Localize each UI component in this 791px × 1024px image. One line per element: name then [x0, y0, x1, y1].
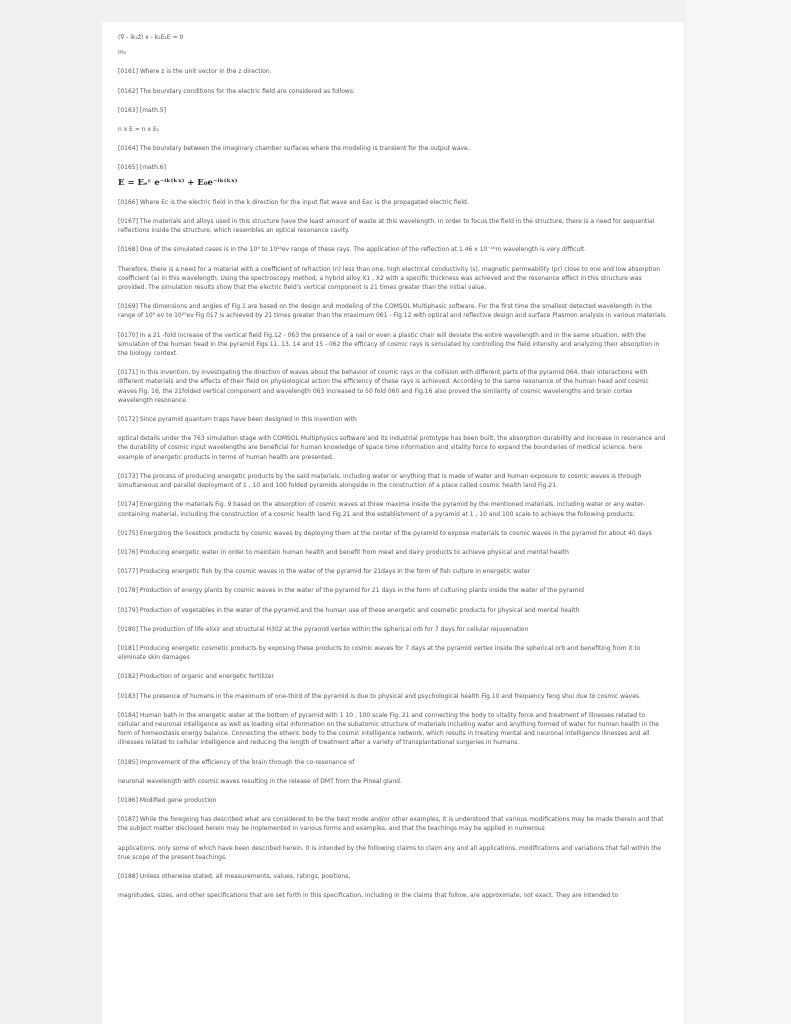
document-page: [102, 22, 684, 1024]
paragraph-0161: [0161] Where z is the unit vector in the z direction.: [118, 68, 272, 76]
paragraph-0183: [0183] The presence of humans in the maximum of one-third of the pyramid is due to physical and psychological health Fig.10 and frequency feng shui due to cosmic waves.: [118, 692, 641, 700]
equation-subscript: m₀: [118, 49, 127, 57]
paragraph-0179: [0179] Production of vegetables in the water of the pyramid and the human use of these energetic and cosmetic products for physical and mental health: [118, 606, 580, 614]
paragraph-0178: [0178] Production of energy plants by cosmic waves in the water of the pyramid for 21 days in the form of culturing plants inside the water of the pyramid: [118, 587, 584, 595]
math-formula: E = Eₑᶜ e⁻ⁱᵏ⁽ᵏˣ⁾ + E₀e⁻ⁱᵏ⁽ᵏˣ⁾: [118, 177, 238, 188]
equation-line: (∇ - ik₂ẑ) x - k₂E₂E = 0: [118, 34, 184, 41]
paragraph-0188: [0188] Unless otherwise stated, all measurements, values, ratings, positions,: [118, 872, 351, 880]
paragraph-0162: [0162] The boundary conditions for the electric field are considered as follows:: [118, 87, 355, 95]
paragraph-0166: [0166] Where Ec is the electric field in the k direction for the input flat wave and Eec is the propagated electric field.: [118, 198, 469, 206]
paragraph-0174: [0174] Energizing the materials Fig. 9 based on the absorption of cosmic waves at three maxima inside the pyramid by the mentioned materials, including water or any water-containing material, including the construction of a cosmic health land Fig.21 and the establishment of a pyramid at 1 , 10 and 100 scale to achieve the following products;: [118, 501, 646, 518]
paragraph-0187: [0187] While the foregoing has described what are considered to be the best mode and/or other examples, it is understood that various modifications may be made therein and that the subject matter disclosed herein may be implemented in various forms and examples, and that the teachings may be applied in numerous: [118, 816, 664, 833]
paragraph-0172-continued: optical details under the 763 simulation stage with COMSOL Multiphysics software and its industrial prototype has been built, the absorption durability and increase in resonance and the durability of cosmic input wavelengths are beneficial for human knowledge of space time information and vitality force to expand the boundaries of medical science. here example of energetic products in terms of human health are presented.: [118, 435, 666, 461]
paragraph-0168: [0168] One of the simulated cases is in the 10⁹ to 10²⁴ev range of these rays. The application of the reflection at 1.46 x 10⁻¹⁶m wavelength is very difficult.: [118, 246, 587, 254]
paragraph-0187-continued: applications, only some of which have been described herein. It is intended by the following claims to claim any and all applications, modifications and variations that fall within the true scope of the present teachings.: [118, 844, 662, 861]
paragraph-0186: [0186] Modified gene production: [118, 796, 217, 804]
right-margin-band: [686, 0, 791, 1024]
paragraph-0181: [0181] Producing energetic cosmetic products by exposing these products to cosmic waves for 7 days at the pyramid vertex inside the spherical orb and benefiting from it to eliminate skin damages: [118, 644, 641, 662]
paragraph-0164: [0164] The boundary between the imaginary chamber surfaces where the modeling is transient for the output wave.: [118, 145, 470, 153]
paragraph-0176: [0176] Producing energetic water in order to maintain human health and benefit from meat and dairy products to achieve physical and mental health: [118, 548, 569, 556]
paragraph-0175: [0175] Energizing the livestock products by cosmic waves by deploying them at the center of the pyramid to expose materials to cosmic waves in the pyramid for about 40 days: [118, 529, 652, 537]
paragraph-0165: [0165] [math.6]: [118, 164, 166, 172]
document-content: [102, 22, 684, 900]
paragraph-0185: [0185] Improvement of the efficiency of the brain through the co-resonance of: [118, 758, 355, 766]
paragraph-0177: [0177] Producing energetic fish by the cosmic waves in the water of the pyramid for 21days in the form of fish culture in energetic water: [118, 568, 531, 576]
paragraph-0167: [0167] The materials and alloys used in this structure have the least amount of waste at this wavelength. In order to focus the field in the structure, there is a need for sequential reflections inside the structure, which resembles an optical resonance cavity.: [118, 218, 655, 235]
paragraph-0163: [0163] [math.5]: [118, 106, 166, 114]
paragraph-0188-continued: magnitudes, sizes, and other specifications that are set forth in this specification, including in the claims that follow, are approximate, not exact. They are intended to: [118, 892, 619, 900]
paragraph-0171: [0171] In this invention, by investigating the direction of waves about the behavior of cosmic rays in the collision with different parts of the pyramid 064, their interactions with different materials and the effects of their field on physiological action the efficiency of these rays is achieved. According to the same resonance of the human head and cosmic waves Fig. 16, the 21folded vertical component and wavelength 063 increased to 50 fold 060 and Fig.16 also proved the similarity of cosmic wavelengths and brain cortex wavelength resonance.: [118, 369, 649, 404]
equation-boundary: n x E = n x E₀: [118, 126, 160, 134]
paragraph-0180: [0180] The production of life elixir and structural H302 at the pyramid vertex within the spherical orb for 7 days for cellular rejuvenation: [118, 625, 529, 633]
paragraph-0168-continued: Therefore, there is a need for a material with a coefficient of refraction (n) less than one, high electrical conductivity (s), magnetic permeability (pr) close to one and low absorption coefficient (a) in this wavelength. Using the spectroscopy method, a hybrid alloy X1 , X2 with a specific thickness was achieved and the resonance effect in this structure was provided. The simulation results show that the electric field's vertical component is 21 times greater than the initial value.: [118, 265, 661, 292]
paragraph-0170: [0170] In a 21 -fold increase of the vertical field Fig.12 - 063 the presence of a nail or even a plastic chair will deviate the entire wavelength and in the same situation, with the simulation of the human head in the pyramid Figs 11, 13, 14 and 15 - 062 the efficacy of cosmic rays is simulated by controlling the field intensity and analyzing their absorption in the biology context.: [118, 331, 660, 358]
paragraph-0182: [0182] Production of organic and energetic fertilizer: [118, 673, 274, 681]
paragraph-0172: [0172] Since pyramid quantum traps have been designed in this invention with: [118, 416, 357, 424]
paragraph-0169: [0169] The dimensions and angles of Fig.1 are based on the design and modeling of the COMSOL Multiphasic software. For the first time the smallest detected wavelength in the range of 10⁹ ev to 10²⁰ev Fig 017 is achieved by 21 times greater than the maximum 061 - Fig 12 with optical and reflective design and surface Plasmon analysis in various materials.: [118, 303, 668, 320]
paragraph-0185-continued: neuronal wavelength with cosmic waves resulting in the release of DMT from the Pineal gland.: [118, 777, 402, 785]
paragraph-0173: [0173] The process of producing energetic products by the said materials, including water or anything that is made of water and human exposure to cosmic waves is through simultaneous and parallel deployment of 1 , 10 and 100 folded pyramids alongside in the construction of a place called cosmic health land Fig.21.: [118, 472, 642, 490]
paragraph-0184: [0184] Human bath in the energetic water at the bottom of pyramid with 1 10 , 100 scale Fig. 21 and connecting the body to vitality force and treatment of illnesses related to cellular and neuronal intelligence as well as loading vital information on the subatomic structure of materials including water and anything formed of water for human health in the form of homeostasis energy balance. Connecting the etheric body to the cosmic intelligence network, which results in treating mental and neuronal intelligence illnesses and all illnesses related to cellular intelligence and reducing the length of treatment after a variety of transplantational surgeries in humans.: [118, 711, 659, 747]
